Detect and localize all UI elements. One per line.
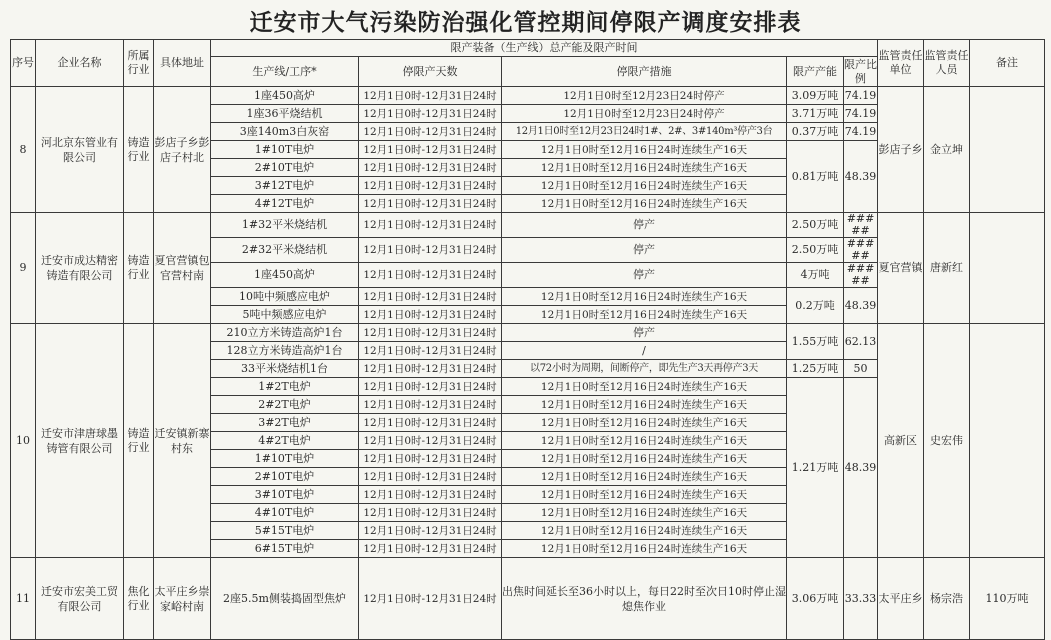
measure-cell: 停产	[502, 263, 787, 288]
industry-cell: 铸造行业	[124, 324, 154, 558]
days-cell: 12月1日0时-12月31日24时	[359, 105, 502, 123]
line-cell: 2#10T电炉	[211, 468, 359, 486]
days-cell: 12月1日0时-12月31日24时	[359, 342, 502, 360]
measure-cell: 12月1日0时至12月16日24时连续生产16天	[502, 504, 787, 522]
address-cell: 迁安镇新寨村东	[154, 324, 211, 558]
seq-cell: 8	[11, 87, 36, 213]
days-cell: 12月1日0时-12月31日24时	[359, 141, 502, 159]
line-cell: 210立方米铸造高炉1台	[211, 324, 359, 342]
supervisor-person-cell: 金立坤	[924, 87, 970, 213]
line-cell: 1#2T电炉	[211, 378, 359, 396]
days-cell: 12月1日0时-12月31日24时	[359, 288, 502, 306]
header-industry: 所属行业	[124, 40, 154, 87]
line-cell: 3#2T电炉	[211, 414, 359, 432]
supervisor-unit-cell: 彭店子乡	[878, 87, 924, 213]
line-cell: 5吨中频感应电炉	[211, 306, 359, 324]
measure-cell: 12月1日0时至12月16日24时连续生产16天	[502, 396, 787, 414]
capacity-cell: 0.37万吨	[787, 123, 844, 141]
days-cell: 12月1日0时-12月31日24时	[359, 213, 502, 238]
measure-cell: 12月1日0时至12月23日24时停产	[502, 87, 787, 105]
measure-cell: 停产	[502, 238, 787, 263]
days-cell: 12月1日0时-12月31日24时	[359, 324, 502, 342]
line-cell: 2座5.5m侧装捣固型焦炉	[211, 558, 359, 640]
line-cell: 1#10T电炉	[211, 141, 359, 159]
line-cell: 2#10T电炉	[211, 159, 359, 177]
remark-cell	[970, 87, 1045, 213]
days-cell: 12月1日0时-12月31日24时	[359, 195, 502, 213]
line-cell: 2#2T电炉	[211, 396, 359, 414]
supervisor-unit-cell: 夏官营镇	[878, 213, 924, 324]
capacity-cell: 3.09万吨	[787, 87, 844, 105]
seq-cell: 11	[11, 558, 36, 640]
measure-cell: 12月1日0时至12月16日24时连续生产16天	[502, 195, 787, 213]
days-cell: 12月1日0时-12月31日24时	[359, 360, 502, 378]
header-ratio: 限产比例	[844, 57, 878, 85]
line-cell: 1座450高炉	[211, 87, 359, 105]
line-cell: 1#32平米烧结机	[211, 213, 359, 238]
days-cell: 12月1日0时-12月31日24时	[359, 123, 502, 141]
ratio-cell: 74.19	[844, 123, 878, 141]
measure-cell: 12月1日0时至12月16日24时连续生产16天	[502, 522, 787, 540]
table-row	[11, 87, 1045, 105]
table-row	[11, 213, 1045, 238]
ratio-cell: 33.33	[844, 558, 878, 640]
capacity-cell: 1.25万吨	[787, 360, 844, 378]
line-cell: 2#32平米烧结机	[211, 238, 359, 263]
line-cell: 4#10T电炉	[211, 504, 359, 522]
days-cell: 12月1日0时-12月31日24时	[359, 378, 502, 396]
measure-cell: 12月1日0时至12月16日24时连续生产16天	[502, 414, 787, 432]
capacity-cell: 4万吨	[787, 263, 844, 288]
days-cell: 12月1日0时-12月31日24时	[359, 540, 502, 558]
ratio-cell: #####	[844, 213, 878, 238]
ratio-cell: 48.39	[844, 288, 878, 324]
line-cell: 1座450高炉	[211, 263, 359, 288]
measure-cell: 停产	[502, 213, 787, 238]
header-group: 限产装备（生产线）总产能及限产时间	[211, 40, 878, 57]
remark-cell: 110万吨	[970, 558, 1045, 640]
line-cell: 33平米烧结机1台	[211, 360, 359, 378]
days-cell: 12月1日0时-12月31日24时	[359, 396, 502, 414]
ratio-cell: 48.39	[844, 378, 878, 558]
industry-cell: 铸造行业	[124, 87, 154, 213]
measure-cell: 12月1日0时至12月16日24时连续生产16天	[502, 378, 787, 396]
remark-cell	[970, 213, 1045, 324]
measure-cell: 停产	[502, 324, 787, 342]
days-cell: 12月1日0时-12月31日24时	[359, 468, 502, 486]
days-cell: 12月1日0时-12月31日24时	[359, 522, 502, 540]
supervisor-unit-cell: 太平庄乡	[878, 558, 924, 640]
seq-cell: 10	[11, 324, 36, 558]
days-cell: 12月1日0时-12月31日24时	[359, 177, 502, 195]
measure-cell: 12月1日0时至12月16日24时连续生产16天	[502, 432, 787, 450]
ratio-cell: 74.19	[844, 87, 878, 105]
measure-cell: /	[502, 342, 787, 360]
line-cell: 10吨中频感应电炉	[211, 288, 359, 306]
line-cell: 5#15T电炉	[211, 522, 359, 540]
line-cell: 128立方米铸造高炉1台	[211, 342, 359, 360]
measure-cell: 12月1日0时至12月23日24时停产	[502, 105, 787, 123]
ratio-cell: 50	[844, 360, 878, 378]
line-cell: 6#15T电炉	[211, 540, 359, 558]
industry-cell: 铸造行业	[124, 213, 154, 324]
days-cell: 12月1日0时-12月31日24时	[359, 504, 502, 522]
capacity-cell: 3.71万吨	[787, 105, 844, 123]
measure-cell: 12月1日0时至12月16日24时连续生产16天	[502, 450, 787, 468]
capacity-cell: 1.21万吨	[787, 378, 844, 558]
measure-cell: 12月1日0时至12月16日24时连续生产16天	[502, 468, 787, 486]
measure-cell: 12月1日0时至12月23日24时1#、2#、3#140m³停产3台	[502, 123, 787, 141]
schedule-table	[10, 39, 1045, 640]
line-cell: 1#10T电炉	[211, 450, 359, 468]
header-address: 具体地址	[154, 40, 211, 87]
days-cell: 12月1日0时-12月31日24时	[359, 87, 502, 105]
measure-cell: 12月1日0时至12月16日24时连续生产16天	[502, 141, 787, 159]
measure-cell: 12月1日0时至12月16日24时连续生产16天	[502, 177, 787, 195]
line-cell: 3座140m3白灰窑	[211, 123, 359, 141]
days-cell: 12月1日0时-12月31日24时	[359, 306, 502, 324]
supervisor-person-cell: 史宏伟	[924, 324, 970, 558]
days-cell: 12月1日0时-12月31日24时	[359, 486, 502, 504]
header-line: 生产线/工序*	[211, 57, 359, 87]
days-cell: 12月1日0时-12月31日24时	[359, 558, 502, 640]
supervisor-person-cell: 唐新红	[924, 213, 970, 324]
ratio-cell: #####	[844, 263, 878, 288]
header-measure: 停限产措施	[502, 57, 787, 87]
address-cell: 太平庄乡崇家峪村南	[154, 558, 211, 640]
measure-cell: 出焦时间延长至36小时以上，每日22时至次日10时停止湿熄焦作业	[502, 558, 787, 640]
ratio-cell: 62.13	[844, 324, 878, 360]
company-name: 迁安市成达精密铸造有限公司	[36, 213, 124, 324]
company-name: 河北京东管业有限公司	[36, 87, 124, 213]
header-capacity: 限产产能	[787, 57, 844, 87]
days-cell: 12月1日0时-12月31日24时	[359, 263, 502, 288]
supervisor-person-cell: 杨宗浩	[924, 558, 970, 640]
ratio-cell: 48.39	[844, 141, 878, 213]
capacity-cell: 3.06万吨	[787, 558, 844, 640]
capacity-cell: 2.50万吨	[787, 213, 844, 238]
header-days: 停限产天数	[359, 57, 502, 87]
days-cell: 12月1日0时-12月31日24时	[359, 159, 502, 177]
company-name: 迁安市津唐球墨铸管有限公司	[36, 324, 124, 558]
line-cell: 3#10T电炉	[211, 486, 359, 504]
line-cell: 1座36平烧结机	[211, 105, 359, 123]
measure-cell: 12月1日0时至12月16日24时连续生产16天	[502, 288, 787, 306]
header-company: 企业名称	[36, 40, 124, 87]
company-name: 迁安市宏美工贸有限公司	[36, 558, 124, 640]
remark-cell	[970, 324, 1045, 558]
capacity-cell: 0.81万吨	[787, 141, 844, 213]
capacity-cell: 1.55万吨	[787, 324, 844, 360]
ratio-cell: #####	[844, 238, 878, 263]
table-row	[11, 324, 1045, 342]
seq-cell: 9	[11, 213, 36, 324]
days-cell: 12月1日0时-12月31日24时	[359, 432, 502, 450]
table-row	[11, 558, 1045, 640]
days-cell: 12月1日0时-12月31日24时	[359, 238, 502, 263]
measure-cell: 12月1日0时至12月16日24时连续生产16天	[502, 159, 787, 177]
industry-cell: 焦化行业	[124, 558, 154, 640]
measure-cell: 12月1日0时至12月16日24时连续生产16天	[502, 540, 787, 558]
days-cell: 12月1日0时-12月31日24时	[359, 414, 502, 432]
capacity-cell: 2.50万吨	[787, 238, 844, 263]
measure-cell: 12月1日0时至12月16日24时连续生产16天	[502, 306, 787, 324]
capacity-cell: 0.2万吨	[787, 288, 844, 324]
address-cell: 夏官营镇包官营村南	[154, 213, 211, 324]
address-cell: 彭店子乡彭店子村北	[154, 87, 211, 213]
header-seq: 序号	[11, 40, 36, 87]
measure-cell: 12月1日0时至12月16日24时连续生产16天	[502, 486, 787, 504]
header-remark: 备注	[970, 40, 1045, 87]
line-cell: 3#12T电炉	[211, 177, 359, 195]
page-title: 迁安市大气污染防治强化管控期间停限产调度安排表	[249, 9, 802, 36]
supervisor-unit-cell: 高新区	[878, 324, 924, 558]
days-cell: 12月1日0时-12月31日24时	[359, 450, 502, 468]
ratio-cell: 74.19	[844, 105, 878, 123]
header-supervisor-unit: 监管责任单位	[878, 40, 924, 87]
header-supervisor-person: 监管责任人员	[924, 40, 970, 87]
line-cell: 4#2T电炉	[211, 432, 359, 450]
measure-cell: 以72小时为周期，间断停产，即先生产3天再停产3天	[502, 360, 787, 378]
line-cell: 4#12T电炉	[211, 195, 359, 213]
